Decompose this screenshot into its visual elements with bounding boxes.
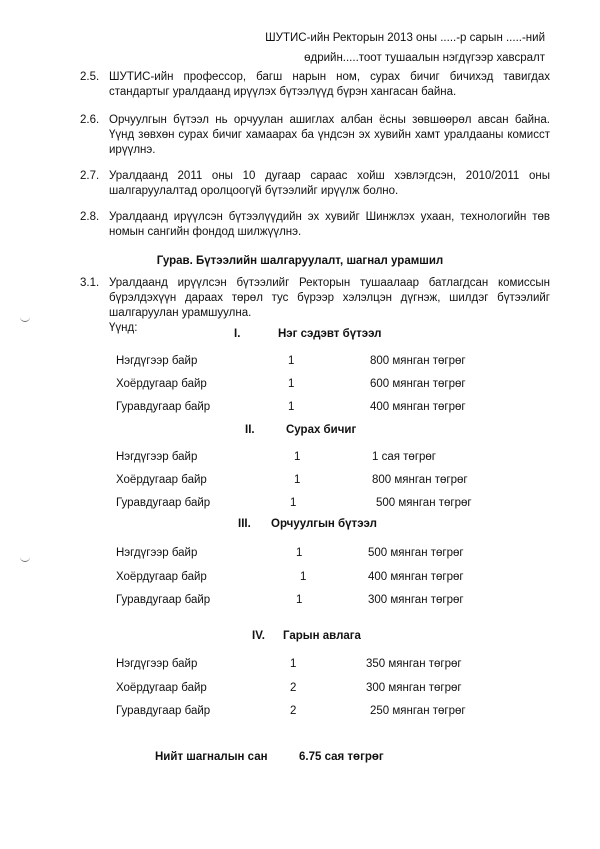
- annex-header: [265, 28, 545, 68]
- category-name: Сурах бичиг: [286, 424, 357, 436]
- award-row: [116, 682, 516, 698]
- award-amount: 1 сая төгрөг: [372, 451, 437, 463]
- award-count: 1: [296, 594, 303, 606]
- award-place: Гуравдугаар байр: [116, 705, 211, 717]
- award-count: 1: [288, 378, 295, 390]
- award-row: [116, 658, 516, 674]
- clause-body: Уралдаанд ирүүлсэн бүтээлийг Ректорын тушаалаар батлагдсан комиссын бүрэлдэхүүн дараах төрөл тус бүрээр хэлэлцэн дүгнэж, шилдэг бүтээлийг шалгаруулан урамшуулна.: [109, 277, 550, 319]
- category-name: Орчуулгын бүтээл: [271, 518, 377, 530]
- award-count: 1: [288, 355, 295, 367]
- award-count: 1: [290, 497, 297, 509]
- clause-2-5: [80, 70, 550, 102]
- clause-number: 2.8.: [80, 211, 100, 223]
- award-row: [116, 571, 516, 587]
- award-place: Нэгдүгээр байр: [116, 547, 198, 559]
- award-count: 1: [290, 658, 297, 670]
- clause-number: 2.7.: [80, 170, 100, 182]
- category-roman-numeral: IV.: [252, 630, 266, 642]
- annex-header-line-2: өдрийн.....тоот тушаалын нэгдүгээр хавсралт: [304, 52, 545, 64]
- award-amount: 350 мянган төгрөг: [366, 658, 462, 670]
- total-value: 6.75 сая төгрөг: [299, 751, 384, 763]
- category-roman-numeral: III.: [238, 518, 251, 530]
- award-row: [116, 451, 516, 467]
- award-amount: 500 мянган төгрөг: [376, 497, 472, 509]
- hole-punch-mark: [20, 556, 30, 562]
- award-place: Нэгдүгээр байр: [116, 658, 198, 670]
- clause-text: [109, 276, 550, 336]
- clause-text: Орчуулгын бүтээл нь орчуулан ашиглах албан ёсны зөвшөөрөл авсан байна. Үүнд зөвхөн сурах бичиг хамаарах ба үндсэн эх хувийн хамт уралдааны комисст ирүүлнэ.: [109, 114, 550, 156]
- award-row: [116, 474, 516, 490]
- award-row: [116, 401, 516, 417]
- award-place: Гуравдугаар байр: [116, 497, 211, 509]
- clause-2-6: [80, 113, 550, 161]
- award-amount: 800 мянган төгрөг: [370, 355, 466, 367]
- award-row: [116, 547, 516, 563]
- award-place: Нэгдүгээр байр: [116, 355, 198, 367]
- clause-number: 3.1.: [80, 277, 100, 289]
- award-row: [116, 378, 516, 394]
- award-row: [116, 497, 516, 513]
- award-amount: 400 мянган төгрөг: [370, 401, 466, 413]
- section-3-title: Гурав. Бүтээлийн шалгаруулалт, шагнал урамшил: [156, 255, 444, 267]
- award-count: 1: [296, 547, 303, 559]
- category-name: Гарын авлага: [283, 630, 361, 642]
- award-place: Нэгдүгээр байр: [116, 451, 198, 463]
- award-amount: 250 мянган төгрөг: [370, 705, 466, 717]
- award-amount: 300 мянган төгрөг: [366, 682, 462, 694]
- clause-text: ШУТИС-ийн профессор, багш нарын ном, сурах бичиг бичихэд тавигдах стандартыг уралдаанд ирүүлэх бүтээлүүд бүрэн хангасан байна.: [109, 71, 550, 98]
- award-count: 1: [300, 571, 307, 583]
- clause-2-7: [80, 169, 550, 201]
- category-roman-numeral: II.: [245, 424, 255, 436]
- clause-note: Үүнд:: [109, 322, 138, 334]
- annex-header-line-1: ШУТИС-ийн Ректорын 2013 оны .....-р сарын .....-ний: [265, 32, 545, 44]
- clause-number: 2.6.: [80, 114, 100, 126]
- award-place: Хоёрдугаар байр: [116, 682, 207, 694]
- award-amount: 800 мянган төгрөг: [372, 474, 468, 486]
- award-row: [116, 594, 516, 610]
- award-amount: 500 мянган төгрөг: [368, 547, 464, 559]
- hole-punch-mark: [20, 316, 30, 322]
- clause-number: 2.5.: [80, 71, 100, 83]
- category-roman-numeral: I.: [234, 328, 241, 340]
- award-count: 2: [290, 705, 297, 717]
- award-row: [116, 705, 516, 721]
- award-count: 1: [294, 451, 301, 463]
- clause-text: Уралдаанд 2011 оны 10 дугаар сараас хойш хэвлэгдсэн, 2010/2011 оны шалгаруулалтад оролцоогүй бүтээлийг ирүүлж болно.: [109, 170, 550, 197]
- award-amount: 600 мянган төгрөг: [370, 378, 466, 390]
- award-count: 1: [288, 401, 295, 413]
- clause-text: Уралдаанд ирүүлсэн бүтээлүүдийн эх хувийг Шинжлэх ухаан, технологийн төв номын сангийн фондод шилжүүлнэ.: [109, 211, 550, 238]
- award-place: Гуравдугаар байр: [116, 401, 211, 413]
- award-place: Хоёрдугаар байр: [116, 474, 207, 486]
- category-name: Нэг сэдэвт бүтээл: [278, 328, 382, 340]
- award-count: 2: [290, 682, 297, 694]
- clause-2-8: [80, 210, 550, 242]
- award-count: 1: [294, 474, 301, 486]
- award-place: Хоёрдугаар байр: [116, 378, 207, 390]
- award-row: [116, 355, 516, 371]
- award-amount: 400 мянган төгрөг: [368, 571, 464, 583]
- award-place: Гуравдугаар байр: [116, 594, 211, 606]
- award-place: Хоёрдугаар байр: [116, 571, 207, 583]
- total-label: Нийт шагналын сан: [155, 751, 268, 763]
- award-amount: 300 мянган төгрөг: [368, 594, 464, 606]
